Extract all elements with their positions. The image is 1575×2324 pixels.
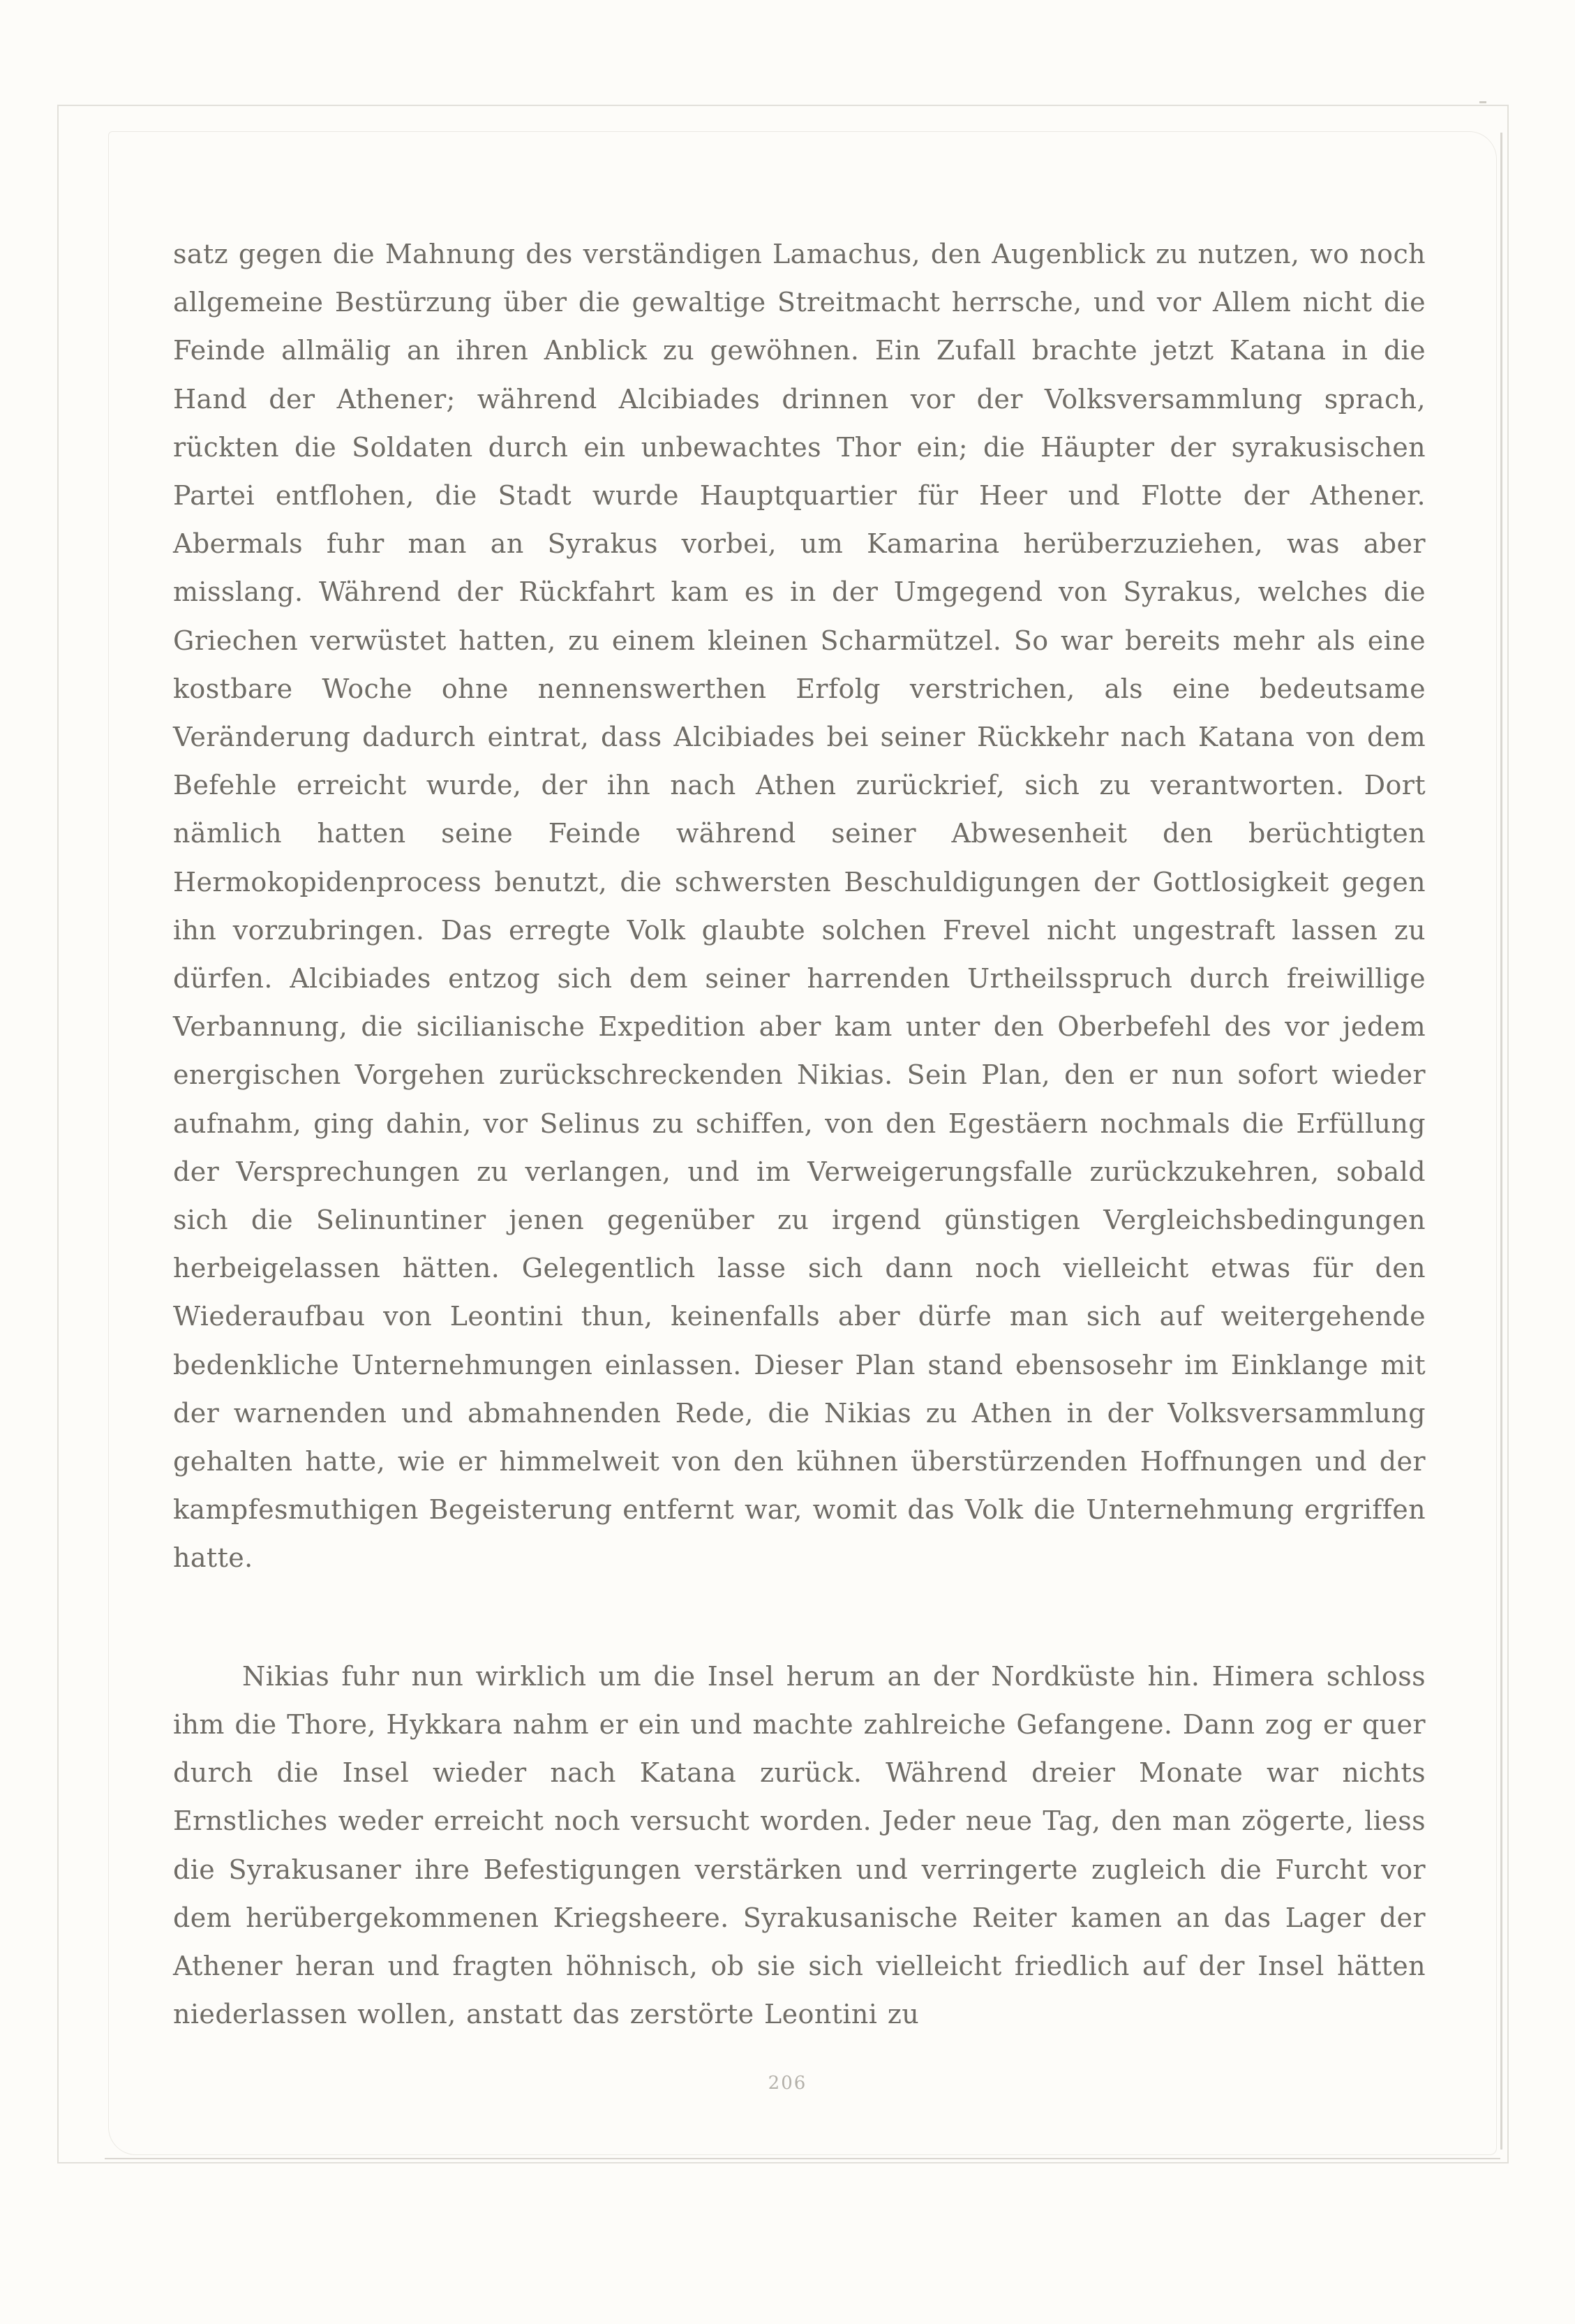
frame-bottom-edge <box>105 2158 1500 2159</box>
page-number: 206 <box>768 2073 807 2094</box>
frame-right-edge <box>1500 133 1502 2150</box>
corner-mark <box>1479 101 1486 103</box>
paragraph-1: satz gegen die Mahnung des verständigen Lamachus, den Augenblick zu nutzen, wo noch allgemeine Bestürzung über die gewaltige Streitmacht herrsche, und vor Allem nicht die Feinde allmälig an ihren Anblick zu gewöhnen. Ein Zufall brachte jetzt Katana in die Hand der Athener; während Alcibiades drinnen vor der Volksversammlung sprach, rückten die Soldaten durch ein unbewachtes Thor ein; die Häupter der syrakusischen Partei entflohen, die Stadt wurde Hauptquartier für Heer und Flotte der Athener. Abermals fuhr man an Syrakus vorbei, um Kamarina herüberzuziehen, was aber misslang. Während der Rückfahrt kam es in der Umgegend von Syrakus, welches die Griechen verwüstet hatten, zu einem kleinen Scharmützel. So war bereits mehr als eine kostbare Woche ohne nennenswerthen Erfolg verstrichen, als eine bedeutsame Veränderung dadurch eintrat, dass Alcibiades bei seiner Rückkehr nach Katana von dem Befehle erreicht wurde, der ihn nach Athen zurückrief, sich zu verantworten. Dort nämlich hatten seine Feinde während seiner Abwesenheit den berüchtigten Hermokopidenprocess benutzt, die schwersten Beschuldigungen der Gottlosigkeit gegen ihn vorzubringen. Das erregte Volk glaubte solchen Frevel nicht ungestraft lassen zu dürfen. Alcibiades entzog sich dem seiner harrenden Urtheilsspruch durch freiwillige Verbannung, die sicilianische Expedition aber kam unter den Oberbefehl des vor jedem energischen Vorgehen zurückschreckenden Nikias. Sein Plan, den er nun sofort wieder aufnahm, ging dahin, vor Selinus zu schiffen, von den Egestäern nochmals die Erfüllung der Versprechungen zu verlangen, und im Verweigerungsfalle zurückzukehren, sobald sich die Selinuntiner jenen gegenüber zu irgend günstigen Vergleichsbedingungen herbeigelassen hätten. Gelegentlich lasse sich dann noch vielleicht etwas für den Wiederaufbau von Leontini thun, keinenfalls aber dürfe man sich auf weitergehende bedenkliche Unternehmungen einlassen. Dieser Plan stand ebensosehr im Einklange mit der warnenden und abmahnenden Rede, die Nikias zu Athen in der Volksversammlung gehalten hatte, wie er himmelweit von den kühnen überstürzenden Hoffnungen und der kampfesmuthigen Begeisterung entfernt war, womit das Volk die Unternehmung ergriffen hatte. <box>173 239 1426 1574</box>
paragraph-2: Nikias fuhr nun wirklich um die Insel herum an der Nordküste hin. Himera schloss ihm die Thore, Hykkara nahm er ein und machte zahlreiche Gefangene. Dann zog er quer durch die Insel wieder nach Katana zurück. Während dreier Monate war nichts Ernstliches weder erreicht noch versucht worden. Jeder neue Tag, den man zögerte, liess die Syrakusaner ihre Befestigungen verstärken und verringerte zugleich die Furcht vor dem herübergekommenen Kriegsheere. Syrakusanische Reiter kamen an das Lager der Athener heran und fragten höhnisch, ob sie sich vielleicht friedlich auf der Insel hätten niederlassen wollen, anstatt das zerstörte Leontini zu <box>173 1660 1426 2030</box>
body-text <box>173 230 1426 2039</box>
